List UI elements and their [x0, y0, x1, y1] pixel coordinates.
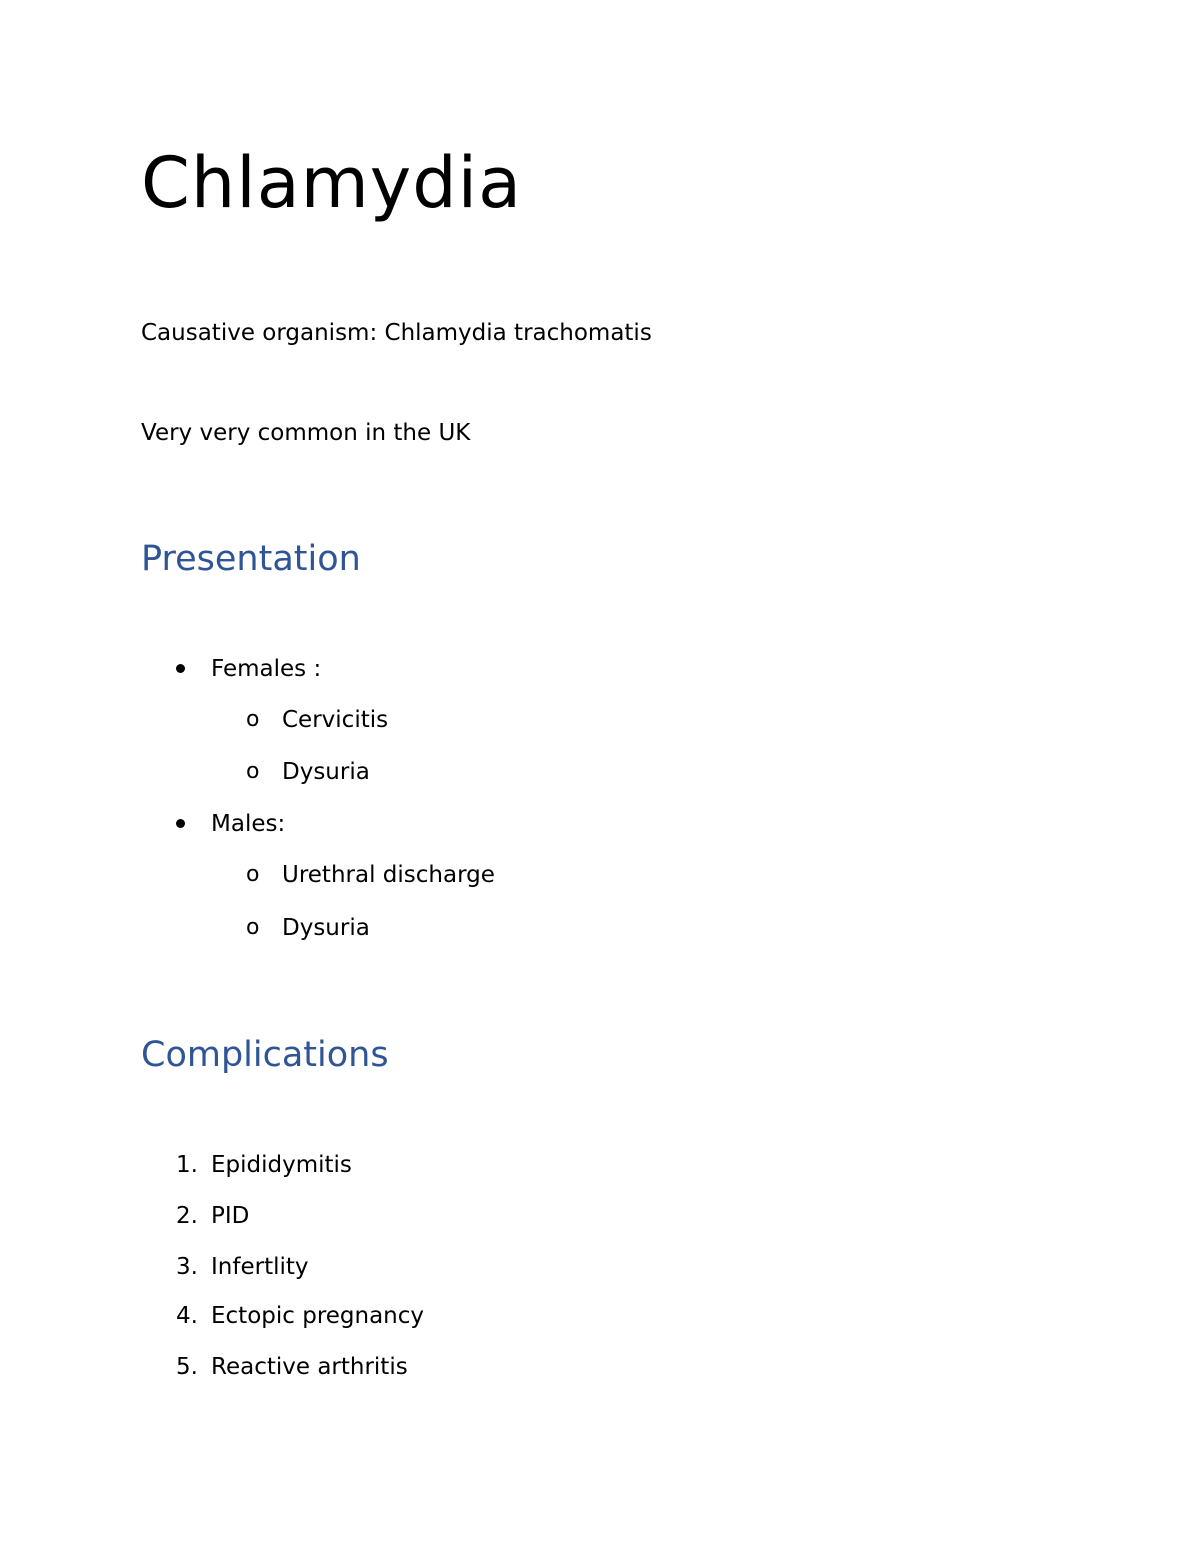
list-item-dysuria-male: Dysuria: [282, 915, 370, 941]
list-item-pid: PID: [211, 1203, 250, 1229]
circle-bullet-icon: o: [246, 707, 260, 732]
list-item-cervicitis: Cervicitis: [282, 707, 389, 733]
bullet-dot-icon: [176, 819, 185, 828]
circle-bullet-icon: o: [246, 862, 260, 887]
complications-heading: Complications: [141, 1035, 389, 1075]
circle-bullet-icon: o: [246, 915, 260, 940]
list-item-males: Males:: [211, 811, 286, 837]
list-item-ectopic-pregnancy: Ectopic pregnancy: [211, 1303, 425, 1329]
circle-bullet-icon: o: [246, 759, 260, 784]
list-item-females: Females :: [211, 656, 322, 682]
prevalence-text: Very very common in the UK: [141, 420, 471, 446]
list-number: 2.: [176, 1203, 198, 1229]
list-number: 4.: [176, 1303, 198, 1329]
list-item-epididymitis: Epididymitis: [211, 1152, 352, 1178]
list-number: 3.: [176, 1254, 198, 1280]
bullet-dot-icon: [176, 664, 185, 673]
list-item-reactive-arthritis: Reactive arthritis: [211, 1354, 408, 1380]
document-title: Chlamydia: [141, 142, 522, 224]
list-number: 1.: [176, 1152, 198, 1178]
list-item-dysuria-female: Dysuria: [282, 759, 370, 785]
causative-organism-text: Causative organism: Chlamydia trachomatis: [141, 320, 652, 346]
list-item-urethral-discharge: Urethral discharge: [282, 862, 495, 888]
list-item-infertility: Infertlity: [211, 1254, 309, 1280]
presentation-heading: Presentation: [141, 539, 361, 579]
list-number: 5.: [176, 1354, 198, 1380]
